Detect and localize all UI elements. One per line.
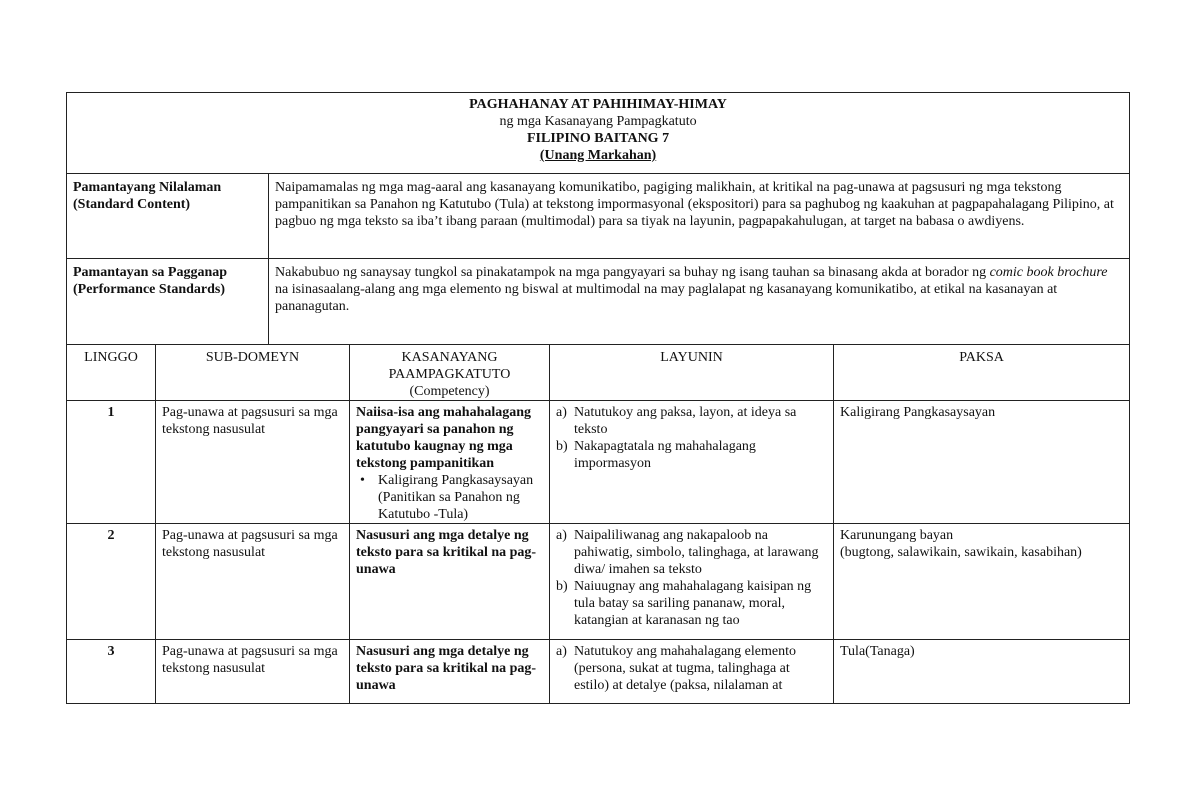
week-number: 3 [67, 640, 156, 704]
objective-text: Naipaliliwanag ang nakapaloob na pahiwatig, simbolo, talinghaga, at larawang diwa/ imahen sa teksto [574, 528, 819, 577]
quarter-label: (Unang Markahan) [539, 148, 657, 163]
performance-text-emphasis: comic book brochure [989, 265, 1108, 280]
topic-cell: Kaligirang Pangkasaysayan [834, 401, 1130, 524]
week-number: 1 [67, 401, 156, 524]
objective-text: Naiuugnay ang mahahalagang kaisipan ng tula batay sa sariling pananaw, moral, katangian at karanasan ng tao [574, 579, 812, 628]
title-cell [67, 93, 1130, 174]
table-row [67, 524, 1130, 640]
performance-standard-label-1: Pamantayan sa Pagganap [73, 265, 228, 280]
performance-standard-label [67, 259, 269, 345]
topic-cell: Tula(Tanaga) [834, 640, 1130, 704]
content-standard-text: Naipamamalas ng mga mag-aaral ang kasanayang komunikatibo, pagiging malikhain, at kritikal na pag-unawa at pagsusuri ng mga tekstong pampanitikan sa Panahon ng Katutubo (Tula) at tekstong impormasyonal (ekspositori) para sa paghubog ng kaakuhan at pagpapahalagang Pilipino, at pagbuo ng mga teksto sa iba’t ibang paraan (multimodal) para sa tiyak na layunin, pagpapakahulugan, at target na babasa o awdiyens. [269, 174, 1130, 259]
performance-text-part-a: Nakabubuo ng sanaysay tungkol sa pinakatampok na mga pangyayari sa buhay ng isang tauhan sa binasang akda at borador ng [275, 265, 990, 280]
objective-text: Nakapagtatala ng mahahalagang impormasyon [574, 439, 756, 471]
objective-marker: b) [556, 439, 568, 454]
document-title: PAGHAHANAY AT PAHIHIMAY-HIMAY [469, 97, 727, 112]
competency-cell: Nasusuri ang mga detalye ng teksto para sa kritikal na pag-unawa [350, 524, 550, 640]
performance-text-part-b: na isinasaalang-alang ang mga elemento ng biswal at multimodal na may paglalapat ng kasanayang komunikatibo, at etikal na kasanayan at pananagutan. [275, 282, 1058, 314]
objectives-cell [550, 640, 834, 704]
content-standard-label [67, 174, 269, 259]
competency-cell: Nasusuri ang mga detalye ng teksto para sa kritikal na pag-unawa [350, 640, 550, 704]
curriculum-table [66, 92, 1130, 704]
objective-marker: a) [556, 528, 567, 543]
objective-marker: b) [556, 579, 568, 594]
competency-cell [350, 401, 550, 524]
objectives-cell [550, 401, 834, 524]
col-header-competency [350, 345, 550, 401]
title-row [67, 93, 1130, 174]
objective-marker: a) [556, 644, 567, 659]
column-header-row [67, 345, 1130, 401]
col-header-objectives: LAYUNIN [550, 345, 834, 401]
document-page [66, 92, 1129, 704]
document-subtitle: ng mga Kasanayang Pampagkatuto [499, 114, 697, 129]
topic-line-1: Karunungang bayan [840, 528, 954, 543]
objective-text: Natutukoy ang paksa, layon, at ideya sa teksto [574, 405, 797, 437]
objectives-clip [556, 643, 827, 703]
objectives-cell [550, 524, 834, 640]
competency-bullets [356, 472, 543, 523]
topic-line-2: (bugtong, salawikain, sawikain, kasabihan) [840, 545, 1082, 560]
grade-level: FILIPINO BAITANG 7 [526, 131, 670, 146]
objective-text: Natutukoy ang mahahalagang elemento (persona, sukat at tugma, talinghaga at estilo) at detalye (paksa, nilalaman at [574, 644, 796, 693]
table-row [67, 401, 1130, 524]
col-header-topic: PAKSA [834, 345, 1130, 401]
table-row [67, 640, 1130, 704]
subdomain-cell: Pag-unawa at pagsusuri sa mga tekstong nasusulat [156, 524, 350, 640]
content-standard-label-2: (Standard Content) [73, 197, 191, 212]
week-number: 2 [67, 524, 156, 640]
col-header-competency-line2: (Competency) [409, 384, 490, 399]
objectives-list [556, 643, 827, 694]
objective-item [556, 527, 827, 578]
content-standard-label-1: Pamantayang Nilalaman [73, 180, 222, 195]
objective-item [556, 643, 827, 694]
objective-item [556, 578, 827, 629]
objective-item [556, 438, 827, 472]
objectives-list [556, 527, 827, 629]
competency-text: Naiisa-isa ang mahahalagang pangyayari sa panahon ng katutubo kaugnay ng mga tekstong pampanitikan [356, 405, 532, 471]
subdomain-cell: Pag-unawa at pagsusuri sa mga tekstong nasusulat [156, 640, 350, 704]
performance-standard-text [269, 259, 1130, 345]
competency-bullet: • Kaligirang Pangkasaysayan (Panitikan sa Panahon ng Katutubo -Tula) [356, 472, 543, 523]
objectives-list [556, 404, 827, 472]
content-standard-row [67, 174, 1130, 259]
performance-standard-row [67, 259, 1130, 345]
objective-marker: a) [556, 405, 567, 420]
objective-item [556, 404, 827, 438]
col-header-competency-line1: KASANAYANG PAAMPAGKATUTO [388, 350, 511, 382]
col-header-week: LINGGO [67, 345, 156, 401]
performance-standard-label-2: (Performance Standards) [73, 282, 226, 297]
col-header-subdomain: SUB-DOMEYN [156, 345, 350, 401]
subdomain-cell: Pag-unawa at pagsusuri sa mga tekstong nasusulat [156, 401, 350, 524]
topic-cell [834, 524, 1130, 640]
